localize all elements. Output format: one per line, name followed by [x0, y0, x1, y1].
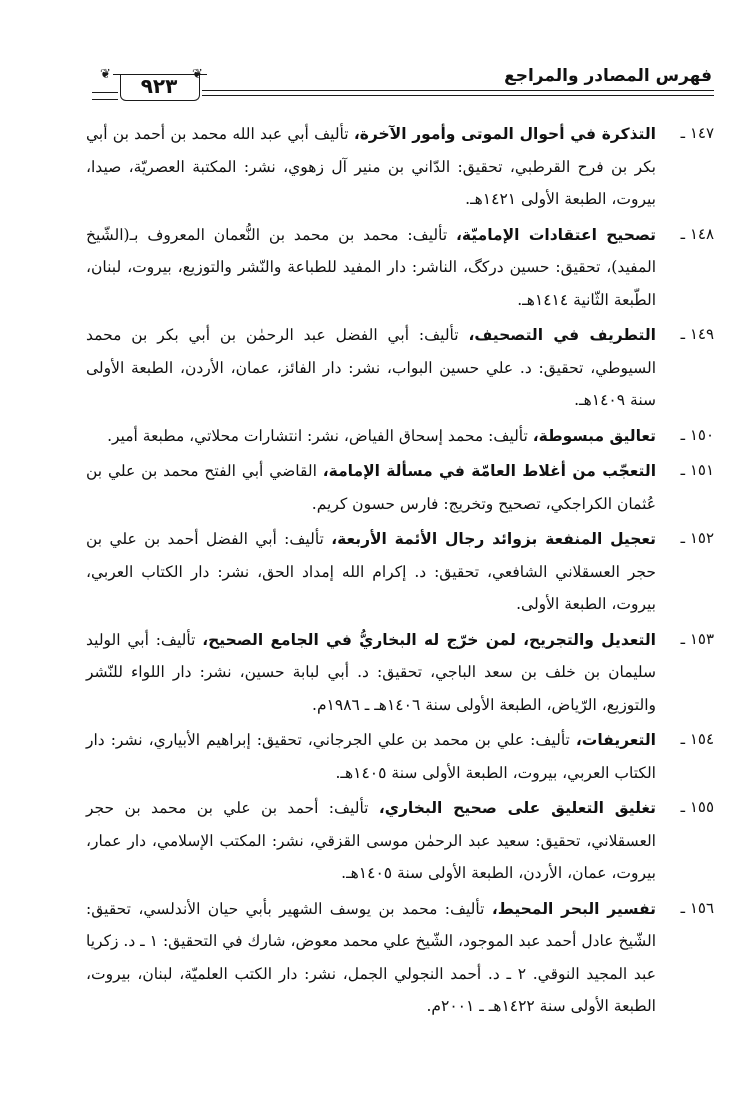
bibliography-entry — [86, 420, 714, 453]
entry-details: تأليف أبي عبد الله محمد بن أحمد بن أبي بكر بن فرح القرطبي، تحقيق: الدّاني بن منير آل زهوي، نشر: المكتبة العصريّة، صيدا، بيروت، الطبعة الأولى ١٤٢١هـ. — [86, 125, 656, 208]
page-number: ٩٢٣ — [140, 74, 178, 98]
entry-details: تأليف: محمد بن يوسف الشهير بأبي حيان الأندلسي، تحقيق: الشّيخ عادل أحمد عبد الموجود، الشّيخ علي محمد معوض، شارك في التحقيق: ١ ـ د. زكريا عبد المجيد النوقي. ٢ ـ د. أحمد النجولي الجمل، نشر: دار الكتب العلميّة، لبنان، بيروت، الطبعة الأولى سنة ١٤٢٢هـ ـ ٢٠٠١م. — [86, 899, 656, 1015]
entry-details: تأليف: علي بن محمد بن علي الجرجاني، تحقيق: إبراهيم الأبياري، نشر: دار الكتاب العربي، بيروت، الطبعة الأولى سنة ١٤٠٥هـ. — [86, 731, 656, 782]
bibliography-entry — [86, 319, 714, 417]
bibliography-list — [86, 118, 714, 1026]
entry-title: تفسير البحر المحيط، — [491, 899, 657, 918]
entry-title: تعجيل المنفعة بزوائد رجال الأئمة الأربعة، — [331, 530, 656, 548]
header-side-rule — [92, 92, 118, 100]
entry-title: التعجّب من أغلاط العامّة في مسألة الإمامة، — [322, 462, 657, 480]
entry-details: تأليف: أبي الوليد سليمان بن خلف بن سعد الباجي، تحقيق: د. أبي لبابة حسين، نشر: دار اللواء للنّشر والتوزيع، الرّياض، الطبعة الأولى سنة ١٤٠٦هـ ـ ١٩٨٦م. — [86, 630, 656, 714]
bibliography-entry — [86, 455, 714, 520]
entry-title: تغليق التعليق على صحيح البخاري، — [378, 799, 656, 817]
entry-details: تأليف: محمد إسحاق الفياض، نشر: انتشارات محلاتي، مطبعة أمير. — [107, 426, 533, 445]
entry-number: ١٥١ ـ — [680, 461, 714, 479]
entry-number: ١٥٠ ـ — [680, 425, 714, 444]
entry-title: تعاليق مبسوطة، — [532, 426, 656, 445]
entry-details: القاضي أبي الفتح محمد بن علي بن عُثمان الكراجكي، تصحيح وتخريج: فارس حسون كريم. — [86, 462, 656, 513]
bibliography-entry — [86, 893, 714, 1023]
bibliography-entry — [86, 118, 714, 216]
entry-number: ١٥٥ ـ — [680, 798, 714, 816]
bibliography-entry — [86, 219, 714, 317]
entry-number: ١٥٤ ـ — [680, 730, 714, 748]
entry-number: ١٥٦ ـ — [680, 898, 714, 917]
entry-details: تأليف: أبي الفضل أحمد بن علي بن حجر العسقلاني الشافعي، تحقيق: د. إكرام الله إمداد الحق، نشر: دار الكتاب العربي، بيروت، الطبعة الأولى. — [86, 530, 656, 613]
entry-number: ١٥٣ ـ — [680, 629, 714, 648]
ornament-icon: ❦ — [100, 67, 111, 82]
page-number-box — [92, 66, 202, 102]
entry-title: التعديل والتجريح، لمن خرّج له البخاريُّ في الجامع الصحيح، — [202, 630, 656, 649]
entry-details: تأليف: أحمد بن علي بن محمد بن حجر العسقلاني، تحقيق: سعيد عبد الرحمٰن موسى القزقي، نشر: المكتب الإسلامي، دار عمار، بيروت، عمان، الأردن، الطبعة الأولى سنة ١٤٠٥هـ. — [86, 799, 656, 882]
entry-title: التطريف في التصحيف، — [468, 326, 656, 344]
header-rule-thick — [202, 90, 714, 91]
ornament-icon: ❦ — [192, 67, 203, 82]
header-rule-thin — [202, 95, 714, 96]
entry-number: ١٤٩ ـ — [680, 325, 714, 343]
bibliography-entry — [86, 523, 714, 621]
entry-title: تصحيح اعتقادات الإماميّة، — [456, 225, 656, 244]
entry-details: تأليف: أبي الفضل عبد الرحمٰن بن أبي بكر بن محمد السيوطي، تحقيق: د. علي حسين البواب، نشر: دار الفائز، عمان، الأردن، الطبعة الأولى سنة ١٤٠٩هـ. — [86, 326, 656, 409]
entry-number: ١٤٧ ـ — [680, 124, 714, 142]
bibliography-entry — [86, 792, 714, 890]
entry-title: التعريفات، — [575, 731, 656, 749]
entry-details: تأليف: محمد بن محمد بن النُّعمان المعروف بـ(الشّيخ المفيد)، تحقيق: حسين دركگ، الناشر: دار المفيد للطباعة والنّشر والتوزيع، بيروت، لبنان، الطّبعة الثّانية ١٤١٤هـ. — [86, 225, 656, 309]
entry-number: ١٤٨ ـ — [680, 224, 714, 243]
running-title: فهرس المصادر والمراجع — [504, 66, 712, 86]
entry-title: التذكرة في أحوال الموتى وأمور الآخرة، — [353, 125, 656, 143]
entry-number: ١٥٢ ـ — [680, 529, 714, 547]
bibliography-entry — [86, 624, 714, 722]
page-header — [92, 64, 714, 106]
bibliography-entry — [86, 724, 714, 789]
